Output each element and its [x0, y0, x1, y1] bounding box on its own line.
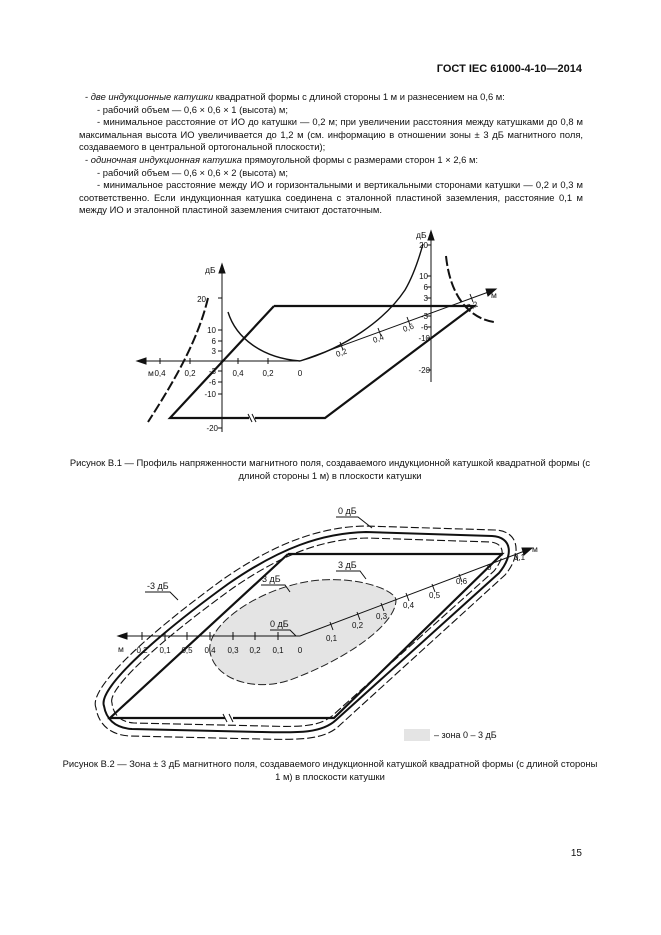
y-tick-label: 10: [207, 326, 216, 335]
contour-label-minus3db: -3 дБ: [147, 581, 169, 591]
diag-tick-label: 0,6: [456, 577, 468, 586]
page-number: 15: [570, 848, 582, 859]
y-tick-label: -10: [204, 390, 216, 399]
y-tick-label: 10: [419, 272, 428, 281]
y-tick-label: 20: [419, 241, 428, 250]
contour-label-0db: 0 дБ: [338, 506, 357, 516]
axis-unit-db: дБ: [205, 265, 216, 275]
diag-tick-label: 0,2: [334, 346, 349, 359]
x-tick-label: 0,2: [184, 369, 196, 378]
x-tick-label: 0: [297, 369, 303, 378]
paragraph: - две индукционные катушки квадратной формы с длиной стороны 1 м и разнесением на 0,6 м:: [85, 91, 505, 102]
y-tick-label: 3: [423, 294, 428, 303]
y-tick-label: -3: [208, 367, 216, 376]
axis-unit-db: дБ: [416, 230, 427, 240]
diag-tick-label: 0,2: [352, 621, 364, 630]
axis-unit-m: м: [148, 368, 154, 378]
y-tick-label: -6: [208, 378, 216, 387]
paragraph: - минимальное расстояние от ИО до катушки — 0,2 м; при увеличении расстояния между катушками до 0,8 м максимальная высота ИО увеличивается до 1,2 м (см. информацию в отношении зоны ± 3 дБ магнитного поля, создаваемого в центральной ортогональной плоскости);: [79, 116, 583, 153]
standard-header: ГОСТ IEC 61000-4-10—2014: [436, 63, 582, 75]
y-tick-label: 6: [423, 283, 428, 292]
diag-tick-label: 0: [487, 563, 492, 572]
diag-tick-label: 0,2: [465, 299, 480, 312]
diag-tick-label: 0,4: [371, 332, 386, 345]
body-text: [79, 91, 583, 217]
x-tick-label: 0,2: [262, 369, 274, 378]
diag-tick-label: 0,5: [429, 591, 441, 600]
x-tick-label: 0,4: [204, 646, 216, 655]
diag-tick-label: 0,1: [326, 634, 338, 643]
figure-b2-caption: Рисунок В.2 — Зона ± 3 дБ магнитного поля, создаваемого индукционной катушкой квадратной формы (с длиной стороны 1 м) в плоскости катушки: [62, 758, 598, 782]
paragraph: - рабочий объем — 0,6 × 0,6 × 1 (высота) м;: [97, 103, 288, 115]
y-tick-label: 3: [211, 347, 216, 356]
diag-tick-label: 0,3: [376, 612, 388, 621]
legend-label: – зона 0 – 3 дБ: [434, 730, 497, 740]
legend-swatch: [404, 729, 430, 741]
diag-tick-label: 0,1: [514, 553, 526, 562]
x-tick-label: 0,2: [249, 646, 261, 655]
diag-tick-label: 0,6: [401, 321, 416, 334]
diag-tick-label: 0,4: [403, 601, 415, 610]
paragraph: - минимальное расстояние между ИО и горизонтальными и вертикальными сторонами катушки — 0,2 и 0,3 м соответственно. Если индукционная катушка соединена с эталонной пластиной заземления, расстояние 0,1 м между ИО и эталонной пластиной заземления считают достаточным.: [79, 179, 583, 216]
axis-unit-m: м: [118, 644, 124, 654]
contour-label-3db: 3 дБ: [338, 560, 357, 570]
y-tick-label: 20: [197, 295, 206, 304]
x-tick-label: 0,2: [136, 646, 148, 655]
x-tick-label: 0,4: [154, 369, 166, 378]
x-tick-label: 0,5: [181, 646, 193, 655]
x-tick-label: 0,4: [232, 369, 244, 378]
axis-unit-m: м: [491, 290, 497, 300]
figure-b1-caption: Рисунок В.1 — Профиль напряженности магнитного поля, создаваемого индукционной катушкой квадратной формы (с длиной стороны 1 м) в плоскости катушки: [69, 457, 591, 481]
paragraph: - рабочий объем — 0,6 × 0,6 × 2 (высота) м;: [97, 166, 288, 178]
paragraph: - одиночная индукционная катушка прямоугольной формы с размерами сторон 1 × 2,6 м:: [85, 153, 479, 165]
y-tick-label: -20: [206, 424, 218, 433]
contour-label-3db-inner: 3 дБ: [262, 574, 281, 584]
x-tick-label: 0,3: [227, 646, 239, 655]
x-tick-label: 0,1: [272, 646, 284, 655]
y-tick-label: -20: [418, 366, 430, 375]
y-tick-label: 6: [211, 337, 216, 346]
x-tick-label: 0: [297, 646, 303, 655]
axis-unit-m: м: [532, 544, 538, 554]
x-tick-label: 0,1: [159, 646, 171, 655]
y-tick-label: -6: [420, 323, 428, 332]
y-tick-label: -10: [418, 334, 430, 343]
contour-label-0db-inner: 0 дБ: [270, 619, 289, 629]
figure-b2: [0, 500, 661, 750]
y-tick-label: -3: [420, 312, 428, 321]
figure-b1: [0, 225, 661, 435]
